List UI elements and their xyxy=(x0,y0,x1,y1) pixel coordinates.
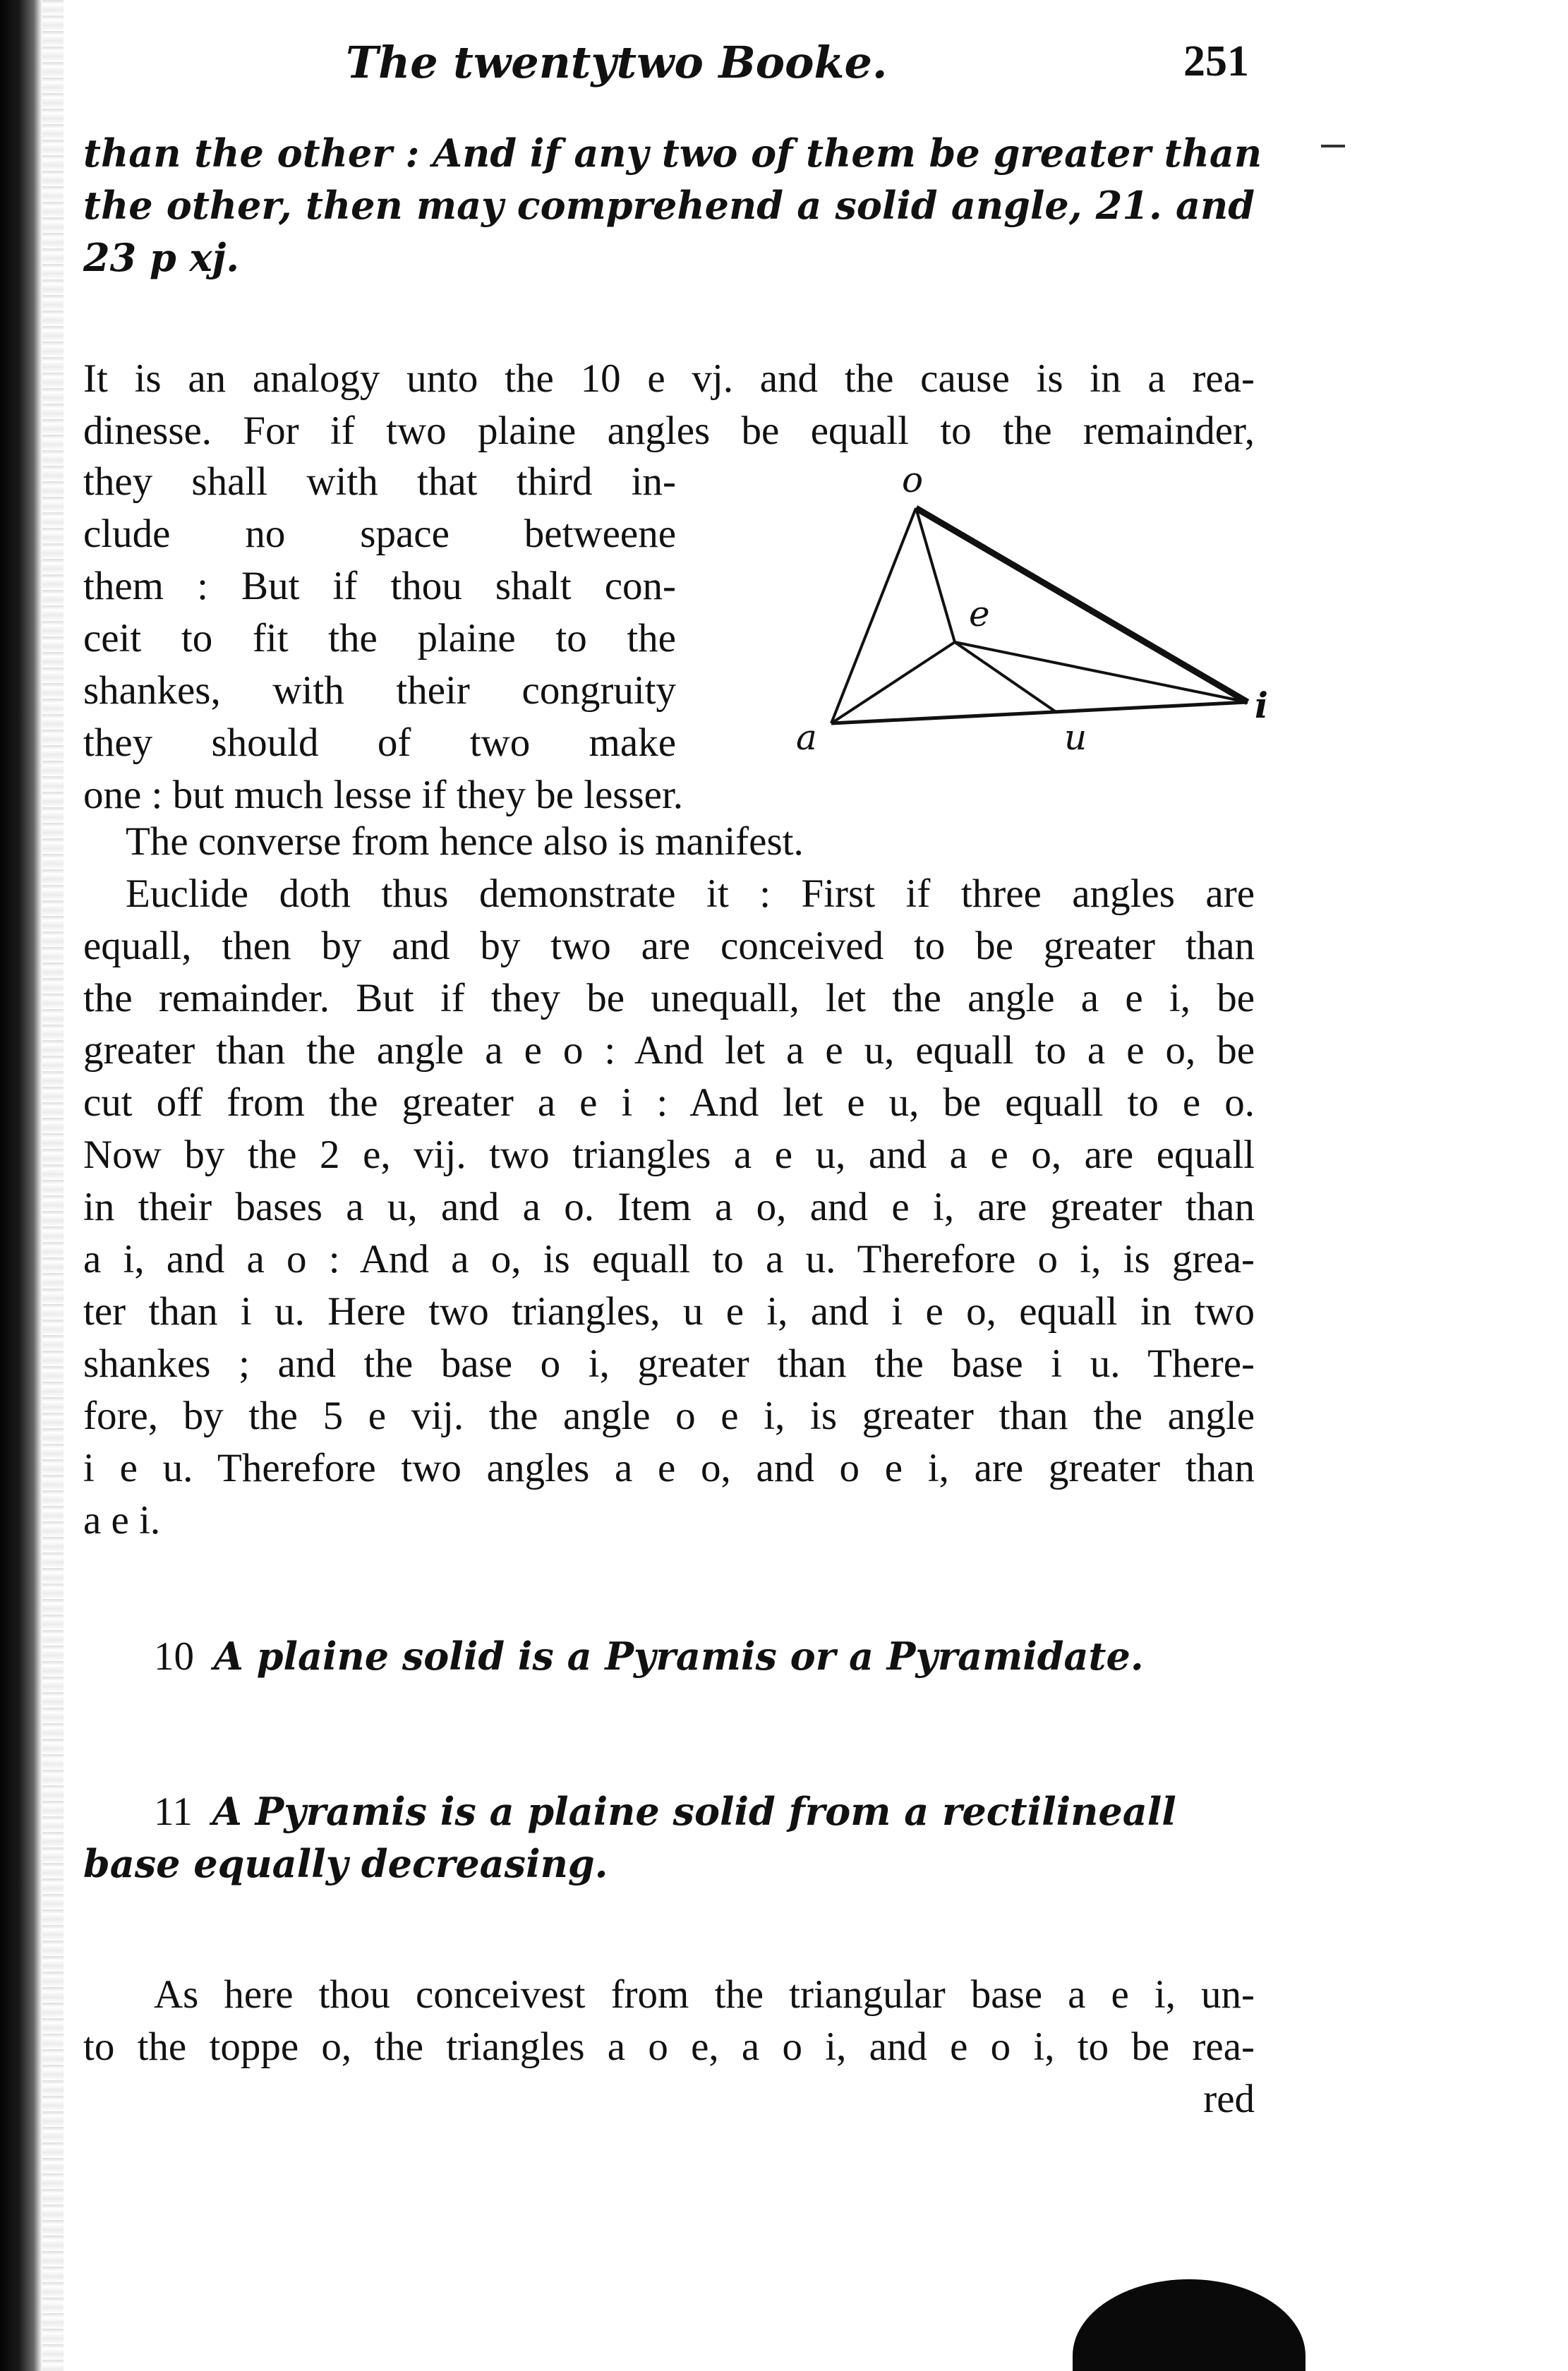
margin-mark xyxy=(1321,145,1345,147)
text-line: greater than the angle a e o : And let a e u, equall to a e o, be xyxy=(83,1028,1255,1073)
text-line: 23 p xj. xyxy=(83,235,240,280)
proposition-text: A plaine solid is a Pyramis or a Pyramidate. xyxy=(214,1634,1144,1679)
figure-label-u: u xyxy=(1064,717,1087,758)
proposition-10 xyxy=(83,1630,1255,1682)
paragraph-analogy-wrapped xyxy=(83,456,684,821)
text-line: ceit to fit the plaine to the xyxy=(83,616,676,660)
text-line: clude no space betweene xyxy=(83,512,676,556)
text-line: As here thou conceivest from the triangular base a e i, un- xyxy=(154,1972,1255,2017)
text-line: equall, then by and by two are conceived to be greater than xyxy=(83,924,1255,968)
text-line: they should of two make xyxy=(83,720,676,765)
figure-label-e: e xyxy=(969,593,990,634)
page-header xyxy=(346,37,1249,100)
pyramid-figure xyxy=(796,459,1304,794)
text-line: dinesse. For if two plaine angles be equall to the remainder, xyxy=(83,409,1255,453)
page-number: 251 xyxy=(1183,37,1249,85)
ink-blot xyxy=(1073,2279,1305,2371)
text-line: the other, then may comprehend a solid angle, 21. and xyxy=(83,183,1255,228)
text-line: to the toppe o, the triangles a o e, a o i, and e o i, to be rea- xyxy=(83,2025,1255,2069)
figure-label-o: o xyxy=(902,459,924,500)
text-line: cut off from the greater a e i : And let e u, be equall to e o. xyxy=(83,1080,1255,1125)
proposition-number: 10 xyxy=(154,1634,194,1679)
book-spine-shadow xyxy=(0,0,42,2371)
pyramid-diagram xyxy=(810,469,1304,794)
edge-e-a xyxy=(831,642,955,723)
paragraph-pyramis-example xyxy=(83,1969,1255,2125)
text-line: than the other : And if any two of them be greater than xyxy=(83,131,1262,176)
figure-label-i: i xyxy=(1255,684,1268,726)
proposition-continuation xyxy=(83,127,1262,284)
text-line: shankes ; and the base o i, greater than the base i u. There- xyxy=(83,1341,1255,1386)
proposition-text: A Pyramis is a plaine solid from a rectilineall xyxy=(212,1789,1176,1834)
proposition-number: 11 xyxy=(154,1790,193,1834)
figure-label-a: a xyxy=(796,717,817,758)
proposition-11 xyxy=(83,1785,1255,1890)
text-line: ter than i u. Here two triangles, u e i, and i e o, equall in two xyxy=(83,1289,1255,1334)
text-line: i e u. Therefore two angles a e o, and o e i, are greater than xyxy=(83,1446,1255,1490)
text-line: The converse from hence also is manifest. xyxy=(126,819,804,864)
edge-o-a xyxy=(831,508,916,723)
text-line: the remainder. But if they be unequall, let the angle a e i, be xyxy=(83,976,1255,1020)
text-line: It is an analogy unto the 10 e vj. and the cause is in a rea- xyxy=(83,356,1255,401)
running-head: The twentytwo Booke. xyxy=(346,37,888,88)
text-line: Now by the 2 e, vij. two triangles a e u, and a e o, are equall xyxy=(83,1133,1255,1177)
page-edge-texture xyxy=(42,0,64,2371)
text-line: one : but much lesse if they be lesser. xyxy=(83,773,684,817)
catchword: red xyxy=(1203,2077,1255,2121)
text-line: Euclide doth thus demonstrate it : First if three angles are xyxy=(126,871,1255,916)
text-line: fore, by the 5 e vij. the angle o e i, is greater than the angle xyxy=(83,1394,1255,1438)
text-line: shankes, with their congruity xyxy=(83,668,676,713)
text-line: a i, and a o : And a o, is equall to a u. Therefore o i, is grea- xyxy=(83,1237,1255,1281)
paragraph-analogy xyxy=(83,353,1255,457)
text-line: them : But if thou shalt con- xyxy=(83,564,676,608)
text-line: base equally decreasing. xyxy=(83,1841,608,1886)
edge-o-i xyxy=(916,508,1248,702)
text-line: they shall with that third in- xyxy=(83,459,676,504)
paragraph-demonstration xyxy=(83,816,1255,1547)
edge-a-i xyxy=(831,702,1248,723)
text-line: in their bases a u, and a o. Item a o, and e i, are greater than xyxy=(83,1185,1255,1229)
text-line: a e i. xyxy=(83,1498,161,1543)
